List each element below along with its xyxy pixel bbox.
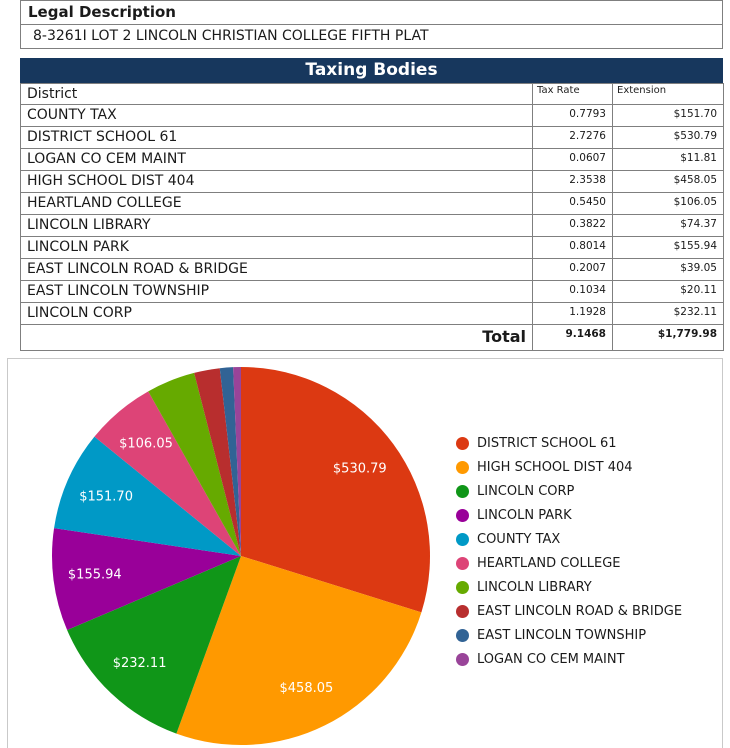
cell-tax-rate: 2.7276 — [533, 127, 613, 149]
legend-label: COUNTY TAX — [477, 532, 561, 547]
cell-extension: $530.79 — [613, 127, 724, 149]
legend-color-dot — [456, 557, 469, 570]
legend-color-dot — [456, 461, 469, 474]
legend-item-high-school-dist-404[interactable] — [456, 460, 682, 475]
pie-slice-value-label-county-tax: $151.70 — [79, 489, 133, 505]
table-row-district-school-61 — [21, 127, 724, 149]
legend-label: HEARTLAND COLLEGE — [477, 556, 621, 571]
legend-color-dot — [456, 653, 469, 666]
cell-tax-rate: 0.3822 — [533, 215, 613, 237]
table-row-lincoln-park — [21, 237, 724, 259]
legend-label: LINCOLN LIBRARY — [477, 580, 592, 595]
cell-tax-rate: 0.0607 — [533, 149, 613, 171]
pie-slice-value-label-district-school-61: $530.79 — [332, 461, 387, 477]
tax-distribution-chart-panel — [7, 358, 723, 748]
cell-extension: $458.05 — [613, 171, 724, 193]
taxing-bodies-header: Taxing Bodies — [20, 58, 723, 83]
legend-color-dot — [456, 509, 469, 522]
cell-extension: $11.81 — [613, 149, 724, 171]
column-header-extension: Extension — [613, 84, 724, 105]
legend-label: LOGAN CO CEM MAINT — [477, 652, 625, 667]
legend-color-dot — [456, 437, 469, 450]
cell-extension: $106.05 — [613, 193, 724, 215]
legal-description-section — [20, 0, 723, 49]
cell-extension: $151.70 — [613, 105, 724, 127]
cell-district: LINCOLN LIBRARY — [21, 215, 533, 237]
legend-item-county-tax[interactable] — [456, 532, 682, 547]
chart-legend — [456, 436, 682, 676]
cell-district: LINCOLN PARK — [21, 237, 533, 259]
legend-color-dot — [456, 485, 469, 498]
table-header-row — [21, 84, 724, 105]
pie-slice-value-label-heartland-college: $106.05 — [119, 436, 173, 452]
legend-label: DISTRICT SCHOOL 61 — [477, 436, 617, 451]
legend-color-dot — [456, 605, 469, 618]
total-extension: $1,779.98 — [613, 325, 724, 351]
legend-color-dot — [456, 581, 469, 594]
legend-color-dot — [456, 533, 469, 546]
taxing-bodies-table — [20, 83, 724, 351]
cell-tax-rate: 0.5450 — [533, 193, 613, 215]
table-row-lincoln-corp — [21, 303, 724, 325]
column-header-tax-rate: Tax Rate — [533, 84, 613, 105]
cell-extension: $232.11 — [613, 303, 724, 325]
column-header-district: District — [21, 84, 533, 105]
cell-tax-rate: 0.1034 — [533, 281, 613, 303]
legend-color-dot — [456, 629, 469, 642]
cell-district: COUNTY TAX — [21, 105, 533, 127]
cell-district: EAST LINCOLN ROAD & BRIDGE — [21, 259, 533, 281]
cell-extension: $20.11 — [613, 281, 724, 303]
cell-district: HIGH SCHOOL DIST 404 — [21, 171, 533, 193]
pie-slice-value-label-lincoln-corp: $232.11 — [112, 656, 167, 671]
legend-item-east-lincoln-township[interactable] — [456, 628, 682, 643]
table-row-logan-co-cem-maint — [21, 149, 724, 171]
legend-label: EAST LINCOLN ROAD & BRIDGE — [477, 604, 683, 619]
table-row-lincoln-library — [21, 215, 724, 237]
cell-extension: $155.94 — [613, 237, 724, 259]
table-row-county-tax — [21, 105, 724, 127]
cell-district: LINCOLN CORP — [21, 303, 533, 325]
cell-tax-rate: 0.2007 — [533, 259, 613, 281]
legal-description-value: 8-3261I LOT 2 LINCOLN CHRISTIAN COLLEGE FIFTH PLAT — [21, 25, 723, 49]
legend-label: HIGH SCHOOL DIST 404 — [477, 460, 633, 475]
legend-item-lincoln-park[interactable] — [456, 508, 682, 523]
cell-district: LOGAN CO CEM MAINT — [21, 149, 533, 171]
table-row-heartland-college — [21, 193, 724, 215]
legend-item-logan-co-cem-maint[interactable] — [456, 652, 682, 667]
legend-item-east-lincoln-road-bridge[interactable] — [456, 604, 682, 619]
cell-extension: $39.05 — [613, 259, 724, 281]
cell-extension: $74.37 — [613, 215, 724, 237]
legend-item-heartland-college[interactable] — [456, 556, 682, 571]
cell-tax-rate: 2.3538 — [533, 171, 613, 193]
legend-label: EAST LINCOLN TOWNSHIP — [477, 628, 647, 643]
table-row-high-school-dist-404 — [21, 171, 724, 193]
legend-label: LINCOLN CORP — [477, 484, 575, 499]
legend-item-lincoln-library[interactable] — [456, 580, 682, 595]
cell-tax-rate: 0.7793 — [533, 105, 613, 127]
pie-slice-value-label-lincoln-park: $155.94 — [67, 567, 122, 583]
legend-label: LINCOLN PARK — [477, 508, 572, 523]
pie-chart — [46, 361, 436, 748]
cell-district: HEARTLAND COLLEGE — [21, 193, 533, 215]
total-row — [21, 325, 724, 351]
legend-item-lincoln-corp[interactable] — [456, 484, 682, 499]
cell-tax-rate: 1.1928 — [533, 303, 613, 325]
table-row-east-lincoln-road-bridge — [21, 259, 724, 281]
legend-item-district-school-61[interactable] — [456, 436, 682, 451]
pie-slice-value-label-high-school-dist-404: $458.05 — [279, 681, 334, 697]
total-label: Total — [21, 325, 533, 351]
legal-description-title: Legal Description — [21, 1, 723, 25]
cell-district: DISTRICT SCHOOL 61 — [21, 127, 533, 149]
total-tax-rate: 9.1468 — [533, 325, 613, 351]
table-row-east-lincoln-township — [21, 281, 724, 303]
cell-district: EAST LINCOLN TOWNSHIP — [21, 281, 533, 303]
cell-tax-rate: 0.8014 — [533, 237, 613, 259]
